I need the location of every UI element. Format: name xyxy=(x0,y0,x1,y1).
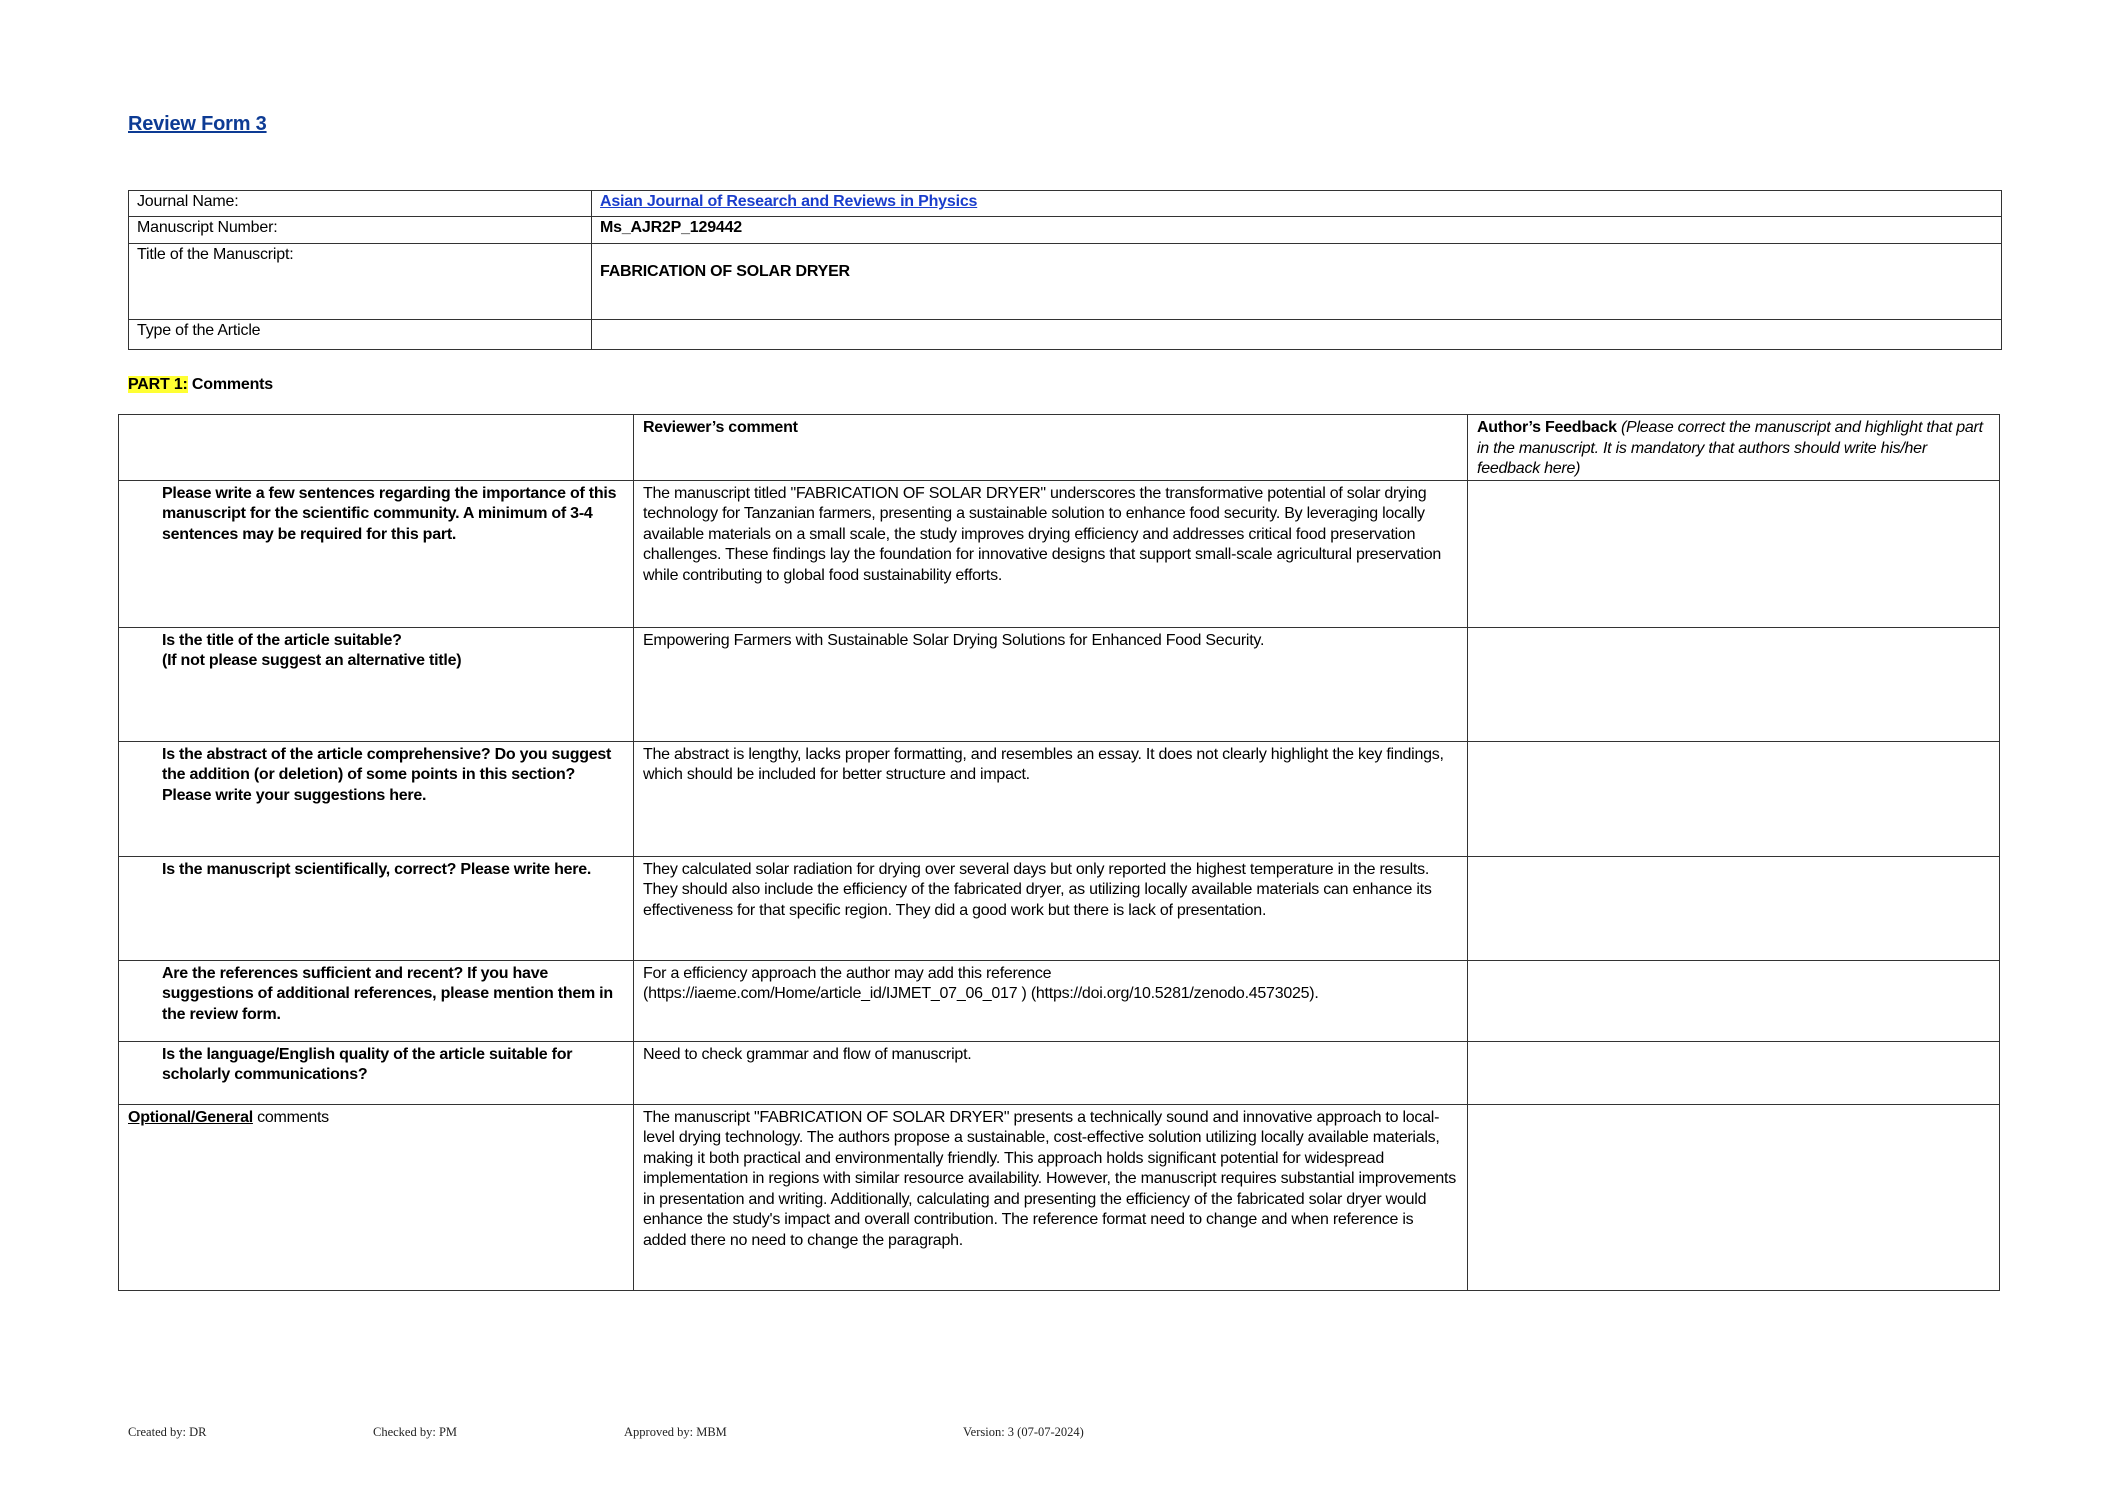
author-feedback-optional[interactable] xyxy=(1468,1104,2000,1290)
manuscript-number-value: Ms_AJR2P_129442 xyxy=(592,217,2002,244)
author-feedback-abstract[interactable] xyxy=(1468,741,2000,856)
info-row-manuscript-number xyxy=(129,217,2002,244)
manuscript-number-label: Manuscript Number: xyxy=(129,217,592,244)
question-title-line1: Is the title of the article suitable? xyxy=(162,631,402,649)
table-row xyxy=(119,1104,2000,1290)
footer-version: Version: 3 (07-07-2024) xyxy=(963,1425,1084,1439)
reviewer-comment-references xyxy=(634,960,1468,1041)
part1-heading xyxy=(128,376,273,394)
optional-comments-label xyxy=(119,1104,634,1290)
info-row-article-type xyxy=(129,320,2002,350)
question-importance: Please write a few sentences regarding the importance of this manuscript for the scientific community. A minimum of 3-4 sentences may be required for this part. xyxy=(119,480,634,627)
references-comment-line1: For a efficiency approach the author may add this reference xyxy=(643,964,1052,982)
manuscript-title-label: Title of the Manuscript: xyxy=(129,244,592,320)
comments-header-row xyxy=(119,415,2000,481)
optional-comments-suffix: comments xyxy=(252,1108,329,1126)
reviewer-comment-importance: The manuscript titled "FABRICATION OF SOLAR DRYER" underscores the transformative potential of solar drying technology for Tanzanian farmers, presenting a sustainable solution to enhance food security. By leveraging locally available materials on a small scale, the study improves drying efficiency and addresses critical food preservation challenges. These findings lay the foundation for innovative designs that support small-scale agricultural preservation while contributing to global food sustainability efforts. xyxy=(634,480,1468,627)
author-feedback-heading: Author’s Feedback xyxy=(1477,419,1617,436)
comments-table xyxy=(118,414,2000,1291)
info-row-title xyxy=(129,244,2002,320)
question-scientific: Is the manuscript scientifically, correct? Please write here. xyxy=(119,856,634,960)
optional-general-label: Optional/General xyxy=(128,1108,253,1126)
author-feedback-header xyxy=(1468,415,2000,481)
author-feedback-references[interactable] xyxy=(1468,960,2000,1041)
journal-name-cell xyxy=(592,191,2002,217)
reviewer-comment-abstract: The abstract is lengthy, lacks proper formatting, and resembles an essay. It does not clearly highlight the key findings, which should be included for better structure and impact. xyxy=(634,741,1468,856)
question-abstract: Is the abstract of the article comprehensive? Do you suggest the addition (or deletion) of some points in this section? Please write your suggestions here. xyxy=(119,741,634,856)
question-header-cell xyxy=(119,415,634,481)
reviewer-comment-scientific: They calculated solar radiation for drying over several days but only reported the highest temperature in the results. They should also include the efficiency of the fabricated dryer, as utilizing locally available materials can enhance its effectiveness for that specific region. They did a good work but there is lack of presentation. xyxy=(634,856,1468,960)
question-references: Are the references sufficient and recent? If you have suggestions of additional references, please mention them in the review form. xyxy=(119,960,634,1041)
reviewer-comment-title: Empowering Farmers with Sustainable Solar Drying Solutions for Enhanced Food Security. xyxy=(634,627,1468,741)
table-row xyxy=(119,627,2000,741)
table-row xyxy=(119,480,2000,627)
author-feedback-scientific[interactable] xyxy=(1468,856,2000,960)
part1-label: PART 1: xyxy=(128,376,188,393)
reviewer-comment-heading: Reviewer’s comment xyxy=(643,419,798,436)
reviewer-comment-optional: The manuscript "FABRICATION OF SOLAR DRYER" presents a technically sound and innovative approach to local-level drying technology. The authors propose a sustainable, cost-effective solution utilizing locally available materials, making it both practical and environmentally friendly. This approach holds significant potential for widespread implementation in regions with similar resource availability. However, the manuscript requires substantial improvements in presentation and writing. Additionally, calculating and presenting the efficiency of the fabricated solar dryer would enhance the study's impact and overall contribution. The reference format need to change and when reference is added there no need to change the paragraph. xyxy=(634,1104,1468,1290)
table-row xyxy=(119,960,2000,1041)
author-feedback-instructions: (Please correct the manuscript and highlight that part in the manuscript. It is mandatory that authors should write his/her feedback here) xyxy=(1477,419,1983,477)
reviewer-comment-header xyxy=(634,415,1468,481)
author-feedback-language[interactable] xyxy=(1468,1041,2000,1104)
info-row-journal xyxy=(129,191,2002,217)
question-language: Is the language/English quality of the article suitable for scholarly communications? xyxy=(119,1041,634,1104)
table-row xyxy=(119,741,2000,856)
references-comment-urls: (https://iaeme.com/Home/article_id/IJMET_07_06_017 ) (https://doi.org/10.5281/zenodo.4573025). xyxy=(643,985,1319,1002)
manuscript-title-value: FABRICATION OF SOLAR DRYER xyxy=(592,244,2002,320)
table-row xyxy=(119,1041,2000,1104)
footer-created-by: Created by: DR xyxy=(128,1425,207,1439)
article-type-value[interactable] xyxy=(592,320,2002,350)
journal-name-link[interactable]: Asian Journal of Research and Reviews in Physics xyxy=(600,193,978,210)
article-type-label: Type of the Article xyxy=(129,320,592,350)
author-feedback-importance[interactable] xyxy=(1468,480,2000,627)
footer-approved-by: Approved by: MBM xyxy=(624,1425,727,1439)
author-feedback-title[interactable] xyxy=(1468,627,2000,741)
table-row xyxy=(119,856,2000,960)
part1-title: Comments xyxy=(187,376,273,393)
reviewer-comment-language: Need to check grammar and flow of manuscript. xyxy=(634,1041,1468,1104)
footer-checked-by: Checked by: PM xyxy=(373,1425,458,1439)
journal-name-label: Journal Name: xyxy=(129,191,592,217)
form-title: Review Form 3 xyxy=(128,113,267,135)
question-title-line2: (If not please suggest an alternative title) xyxy=(162,652,462,669)
manuscript-info-table xyxy=(128,190,2002,350)
question-title xyxy=(119,627,634,741)
